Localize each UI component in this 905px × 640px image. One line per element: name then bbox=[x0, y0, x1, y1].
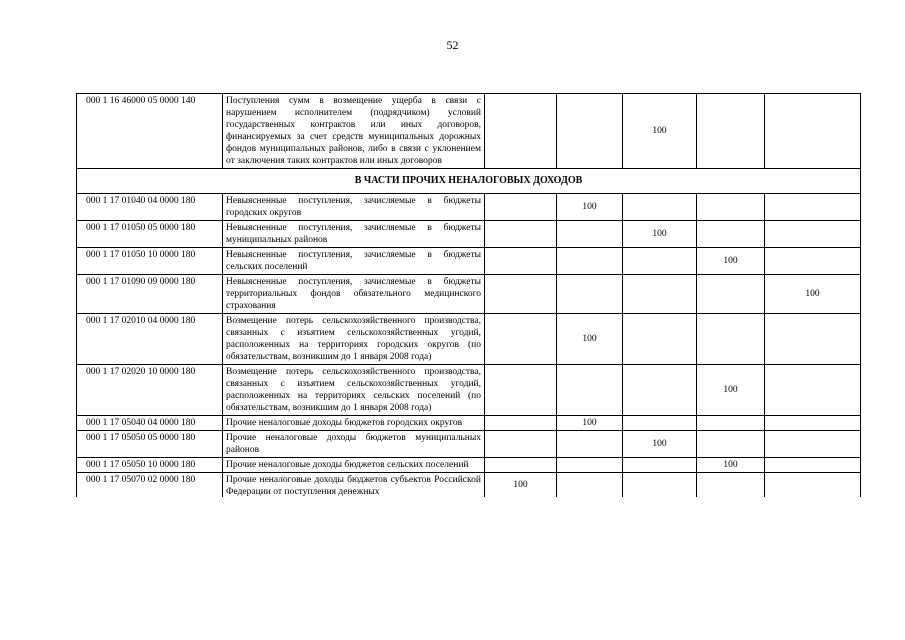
table-row bbox=[77, 221, 861, 248]
share-cell bbox=[765, 314, 861, 365]
share-cell: 100 bbox=[697, 458, 765, 473]
share-cell bbox=[697, 473, 765, 498]
share-cell: 100 bbox=[557, 416, 623, 431]
income-name: Прочие неналоговые доходы бюджетов сельских поселений bbox=[223, 458, 485, 473]
share-cell bbox=[697, 431, 765, 458]
income-name: Невыясненные поступления, зачисляемые в бюджеты сельских поселений bbox=[223, 248, 485, 275]
share-cell bbox=[485, 275, 557, 314]
income-code: 000 1 17 02020 10 0000 180 bbox=[77, 365, 223, 416]
table-row bbox=[77, 458, 861, 473]
income-name-text: Прочие неналоговые доходы бюджетов субъектов Российской Федерации от поступления денежных bbox=[226, 475, 481, 496]
share-cell bbox=[557, 248, 623, 275]
share-cell bbox=[557, 275, 623, 314]
income-name: Невыясненные поступления, зачисляемые в бюджеты городских округов bbox=[223, 194, 485, 221]
share-cell bbox=[623, 248, 697, 275]
table-row bbox=[77, 194, 861, 221]
income-name: Возмещение потерь сельскохозяйственного производства, связанных с изъятием сельскохозяйственных угодий, расположенных на территориях городских округов (по обязательствам, возникшим до 1 января 2008 года) bbox=[223, 314, 485, 365]
income-code: 000 1 17 05040 04 0000 180 bbox=[77, 416, 223, 431]
share-cell bbox=[697, 416, 765, 431]
table-row bbox=[77, 94, 861, 169]
share-cell bbox=[765, 416, 861, 431]
section-header-row bbox=[77, 169, 861, 194]
income-name: Прочие неналоговые доходы бюджетов городских округов bbox=[223, 416, 485, 431]
share-cell bbox=[697, 94, 765, 169]
share-cell: 100 bbox=[557, 314, 623, 365]
income-code: 000 1 17 05050 10 0000 180 bbox=[77, 458, 223, 473]
share-cell bbox=[623, 275, 697, 314]
income-code: 000 1 16 46000 05 0000 140 bbox=[77, 94, 223, 169]
income-name: Прочие неналоговые доходы бюджетов муниципальных районов bbox=[223, 431, 485, 458]
share-cell bbox=[485, 194, 557, 221]
table-row bbox=[77, 314, 861, 365]
income-name: Невыясненные поступления, зачисляемые в бюджеты муниципальных районов bbox=[223, 221, 485, 248]
share-cell: 100 bbox=[623, 431, 697, 458]
income-code: 000 1 17 01040 04 0000 180 bbox=[77, 194, 223, 221]
share-cell: 100 bbox=[765, 275, 861, 314]
share-cell bbox=[697, 221, 765, 248]
share-cell bbox=[765, 458, 861, 473]
section-title: В ЧАСТИ ПРОЧИХ НЕНАЛОГОВЫХ ДОХОДОВ bbox=[77, 169, 861, 194]
share-cell bbox=[557, 473, 623, 498]
income-code: 000 1 17 01090 09 0000 180 bbox=[77, 275, 223, 314]
revenue-distribution-table bbox=[76, 93, 861, 497]
share-cell bbox=[623, 458, 697, 473]
income-code: 000 1 17 01050 05 0000 180 bbox=[77, 221, 223, 248]
table-row bbox=[77, 275, 861, 314]
share-cell: 100 bbox=[623, 221, 697, 248]
income-code: 000 1 17 02010 04 0000 180 bbox=[77, 314, 223, 365]
share-cell bbox=[557, 94, 623, 169]
share-cell bbox=[485, 431, 557, 458]
share-cell bbox=[557, 221, 623, 248]
income-code: 000 1 17 01050 10 0000 180 bbox=[77, 248, 223, 275]
income-name: Возмещение потерь сельскохозяйственного производства, связанных с изъятием сельскохозяйственных угодий, расположенных на территориях сельских поселений (по обязательствам, возникшим до 1 января 2008 года) bbox=[223, 365, 485, 416]
share-cell bbox=[485, 94, 557, 169]
table-row bbox=[77, 248, 861, 275]
table-row bbox=[77, 473, 861, 498]
share-cell bbox=[697, 314, 765, 365]
share-cell bbox=[697, 275, 765, 314]
share-cell bbox=[765, 94, 861, 169]
income-name: Поступления сумм в возмещение ущерба в связи с нарушением исполнителем (подрядчиком) условий государственных контрактов или иных договоров, финансируемых за счет средств муниципальных дорожных фондов муниципальных районов, либо в связи с уклонением от заключения таких контрактов или иных договоров bbox=[223, 94, 485, 169]
income-name bbox=[223, 473, 485, 498]
income-code: 000 1 17 05070 02 0000 180 bbox=[77, 473, 223, 498]
share-cell bbox=[485, 221, 557, 248]
share-cell bbox=[623, 314, 697, 365]
share-cell: 100 bbox=[557, 194, 623, 221]
share-cell bbox=[485, 416, 557, 431]
share-cell bbox=[485, 458, 557, 473]
share-cell bbox=[765, 365, 861, 416]
share-cell bbox=[485, 248, 557, 275]
income-code: 000 1 17 05050 05 0000 180 bbox=[77, 431, 223, 458]
share-cell bbox=[765, 221, 861, 248]
share-cell bbox=[765, 473, 861, 498]
page-number: 52 bbox=[446, 38, 459, 52]
table-row bbox=[77, 416, 861, 431]
income-name: Невыясненные поступления, зачисляемые в бюджеты территориальных фондов обязательного медицинского страхования bbox=[223, 275, 485, 314]
share-cell bbox=[623, 194, 697, 221]
share-cell: 100 bbox=[697, 248, 765, 275]
share-cell bbox=[697, 194, 765, 221]
table-row bbox=[77, 365, 861, 416]
table-row bbox=[77, 431, 861, 458]
share-cell: 100 bbox=[697, 365, 765, 416]
share-cell: 100 bbox=[623, 94, 697, 169]
share-cell bbox=[765, 194, 861, 221]
share-cell: 100 bbox=[485, 473, 557, 498]
share-cell bbox=[557, 365, 623, 416]
share-cell bbox=[765, 431, 861, 458]
share-cell bbox=[623, 416, 697, 431]
share-cell bbox=[623, 473, 697, 498]
share-cell bbox=[485, 365, 557, 416]
share-cell bbox=[623, 365, 697, 416]
share-cell bbox=[485, 314, 557, 365]
share-cell bbox=[765, 248, 861, 275]
share-cell bbox=[557, 458, 623, 473]
share-cell bbox=[557, 431, 623, 458]
